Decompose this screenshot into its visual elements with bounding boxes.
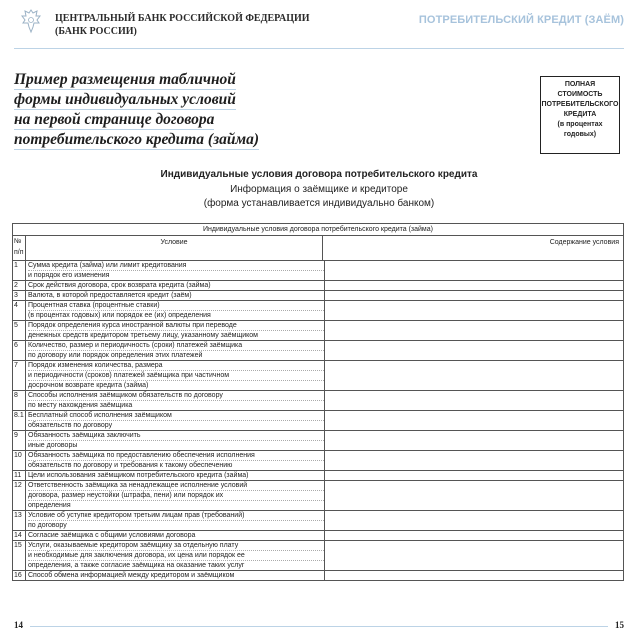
psk-sub-line: (в процентах xyxy=(557,121,603,128)
row-condition-line: Цели использования заёмщиком потребительского кредита (займа) xyxy=(28,472,249,479)
row-condition-line: Условие об уступке кредитором третьим лицам прав (требований) xyxy=(28,511,324,521)
psk-line: КРЕДИТА xyxy=(563,111,597,118)
table-row xyxy=(13,571,623,580)
row-condition xyxy=(26,411,325,430)
table-row xyxy=(13,281,623,291)
table-row xyxy=(13,531,623,541)
row-number: 10 xyxy=(13,451,26,470)
row-condition-line: по договору xyxy=(28,522,67,529)
col-header-content: Содержание условия xyxy=(549,239,619,246)
row-condition-line: Порядок изменения количества, размера xyxy=(28,361,324,371)
org-name xyxy=(55,12,310,38)
row-content-cell[interactable] xyxy=(325,291,623,300)
table-row xyxy=(13,541,623,571)
row-condition-line: по месту нахождения заёмщика xyxy=(28,402,133,409)
row-content-cell[interactable] xyxy=(325,531,623,540)
row-content-cell[interactable] xyxy=(325,281,623,290)
row-content-cell[interactable] xyxy=(325,301,623,320)
row-content-cell[interactable] xyxy=(325,451,623,470)
page-title-line: потребительского кредита (займа) xyxy=(14,131,260,148)
row-condition xyxy=(26,541,325,570)
row-condition-line: обязательств по договору xyxy=(28,422,113,429)
row-condition-line: (в процентах годовых) или порядок ее (их) определения xyxy=(28,312,211,319)
row-content-cell[interactable] xyxy=(325,511,623,530)
row-condition-line: иные договоры xyxy=(28,442,78,449)
row-condition-line: Срок действия договора, срок возврата кредита (займа) xyxy=(28,282,211,289)
table-row xyxy=(13,411,623,431)
psk-line: СТОИМОСТЬ xyxy=(557,91,603,98)
row-condition-line: досрочном возврате кредита (займа) xyxy=(28,382,149,389)
row-number: 16 xyxy=(13,571,26,580)
col-header-number xyxy=(13,236,26,260)
row-condition xyxy=(26,361,325,390)
row-condition xyxy=(26,431,325,450)
row-content-cell[interactable] xyxy=(325,541,623,570)
section-label: ПОТРЕБИТЕЛЬСКИЙ КРЕДИТ (ЗАЁМ) xyxy=(418,14,624,26)
row-number: 5 xyxy=(13,321,26,340)
row-condition-line: по договору или порядок определения этих платежей xyxy=(28,352,203,359)
row-number: 8.1 xyxy=(13,411,26,430)
form-note: (форма устанавливается индивидуально банком) xyxy=(203,198,435,209)
row-condition-line: и периодичности (сроков) платежей заёмщика при частичном xyxy=(28,371,324,381)
table-row xyxy=(13,291,623,301)
row-condition-line: договора, размер неустойки (штрафа, пени) или порядок их xyxy=(28,491,324,501)
page-title xyxy=(14,70,314,150)
row-condition-line: определения, а также согласие заёмщика на оказание таких услуг xyxy=(28,562,245,569)
row-condition xyxy=(26,291,325,300)
row-number: 13 xyxy=(13,511,26,530)
table-row xyxy=(13,511,623,531)
row-condition xyxy=(26,531,325,540)
row-number: 7 xyxy=(13,361,26,390)
form-subheading: Информация о заёмщике и кредиторе xyxy=(230,184,408,195)
table-row xyxy=(13,431,623,451)
row-condition xyxy=(26,481,325,510)
row-number: 11 xyxy=(13,471,26,480)
row-condition-line: и порядок его изменения xyxy=(28,272,110,279)
row-condition xyxy=(26,391,325,410)
row-condition xyxy=(26,451,325,470)
row-content-cell[interactable] xyxy=(325,571,623,580)
page-title-line: Пример размещения табличной xyxy=(14,71,236,88)
psk-sub-line: годовых) xyxy=(563,131,597,138)
table-body xyxy=(13,261,623,580)
col-header-number-l2: п/п xyxy=(14,249,24,256)
row-number: 14 xyxy=(13,531,26,540)
eagle-emblem-icon xyxy=(20,8,42,34)
row-condition xyxy=(26,341,325,360)
conditions-table xyxy=(12,223,624,581)
row-condition-line: Обязанность заёмщика по предоставлению обеспечения исполнения xyxy=(28,451,324,461)
row-condition-line: Процентная ставка (процентные ставки) xyxy=(28,301,324,311)
footer-divider xyxy=(30,626,608,627)
row-condition xyxy=(26,301,325,320)
page-title-line: формы индивидуальных условий xyxy=(14,91,236,108)
row-condition xyxy=(26,281,325,290)
row-condition-line: Обязанность заёмщика заключить xyxy=(28,431,324,441)
row-content-cell[interactable] xyxy=(325,481,623,510)
row-condition-line: Согласие заёмщика с общими условиями договора xyxy=(28,532,196,539)
row-content-cell[interactable] xyxy=(325,261,623,280)
row-condition-line: обязательств по договору и требования к такому обеспечению xyxy=(28,462,233,469)
row-condition xyxy=(26,511,325,530)
table-header-row xyxy=(13,236,623,261)
row-condition-line: Способы исполнения заёмщиком обязательств по договору xyxy=(28,391,324,401)
row-condition xyxy=(26,321,325,340)
row-condition-line: и необходимые для заключения договора, их цена или порядок ее xyxy=(28,551,324,561)
row-condition-line: Валюта, в которой предоставляется кредит (заём) xyxy=(28,292,192,299)
row-condition-line: Сумма кредита (займа) или лимит кредитования xyxy=(28,261,324,271)
page-number-left: 14 xyxy=(14,620,23,630)
row-content-cell[interactable] xyxy=(325,391,623,410)
table-row xyxy=(13,321,623,341)
org-name-line1: ЦЕНТРАЛЬНЫЙ БАНК РОССИЙСКОЙ ФЕДЕРАЦИИ xyxy=(55,13,310,24)
psk-line: ПОТРЕБИТЕЛЬСКОГО xyxy=(541,101,619,108)
org-name-line2: (БАНК РОССИИ) xyxy=(55,26,137,37)
table-row xyxy=(13,301,623,321)
col-header-condition: Условие xyxy=(26,236,323,260)
row-number: 1 xyxy=(13,261,26,280)
row-number: 3 xyxy=(13,291,26,300)
page-title-line: на первой странице договора xyxy=(14,111,215,128)
row-condition xyxy=(26,571,325,580)
row-condition-line: денежных средств кредитором третьему лицу, указанному заёмщиком xyxy=(28,332,258,339)
table-row xyxy=(13,361,623,391)
row-condition-line: Порядок определения курса иностранной валюты при переводе xyxy=(28,321,324,331)
form-heading: Индивидуальные условия договора потребительского кредита xyxy=(160,169,478,180)
row-condition xyxy=(26,471,325,480)
psk-line: ПОЛНАЯ xyxy=(564,81,596,88)
col-header-number-l1: № xyxy=(14,238,22,245)
table-row xyxy=(13,261,623,281)
header-divider xyxy=(14,48,624,49)
row-content-cell[interactable] xyxy=(325,471,623,480)
page-footer xyxy=(14,620,624,632)
row-number: 8 xyxy=(13,391,26,410)
row-condition xyxy=(26,261,325,280)
row-condition-line: Количество, размер и периодичность (сроки) платежей заёмщика xyxy=(28,341,324,351)
row-number: 6 xyxy=(13,341,26,360)
row-content-cell[interactable] xyxy=(325,341,623,360)
row-number: 12 xyxy=(13,481,26,510)
row-content-cell[interactable] xyxy=(325,361,623,390)
table-title: Индивидуальные условия договора потребительского кредита (займа) xyxy=(13,224,623,236)
table-row xyxy=(13,471,623,481)
row-condition-line: Ответственность заёмщика за ненадлежащее исполнение условий xyxy=(28,481,324,491)
row-content-cell[interactable] xyxy=(325,321,623,340)
row-condition-line: определения xyxy=(28,502,71,509)
table-row xyxy=(13,451,623,471)
row-content-cell[interactable] xyxy=(325,411,623,430)
table-row xyxy=(13,481,623,511)
row-content-cell[interactable] xyxy=(325,431,623,450)
row-condition-line: Бесплатный способ исполнения заёмщиком xyxy=(28,411,324,421)
row-number: 9 xyxy=(13,431,26,450)
psk-box xyxy=(540,76,620,154)
table-row xyxy=(13,341,623,361)
table-row xyxy=(13,391,623,411)
row-number: 15 xyxy=(13,541,26,570)
row-condition-line: Услуги, оказываемые кредитором заёмщику за отдельную плату xyxy=(28,541,324,551)
row-number: 2 xyxy=(13,281,26,290)
page-number-right: 15 xyxy=(615,620,624,630)
row-number: 4 xyxy=(13,301,26,320)
row-condition-line: Способ обмена информацией между кредитором и заёмщиком xyxy=(28,572,235,579)
